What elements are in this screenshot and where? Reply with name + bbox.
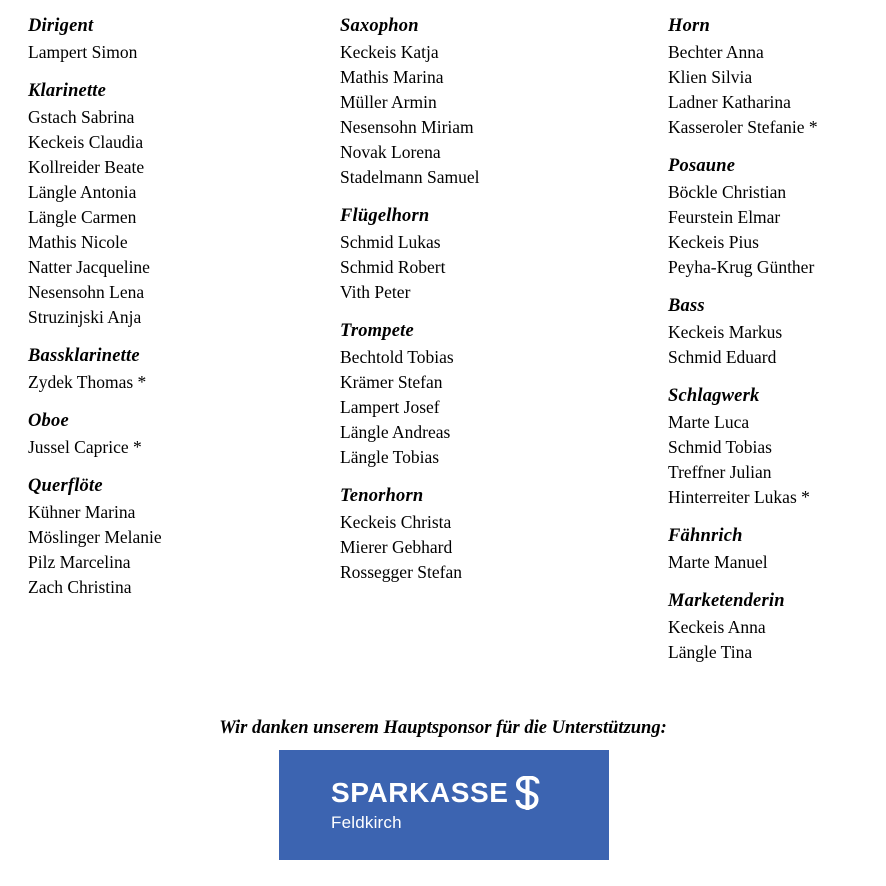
instrument-group [28,474,320,600]
instrument-group [28,344,320,395]
member-name: Mierer Gebhard [340,537,453,557]
instrument-group [668,524,886,575]
member-name: Jussel Caprice * [28,437,142,457]
sponsor-logo-row [331,776,609,810]
member-name: Gstach Sabrina [28,107,135,127]
member-name: Nesensohn Miriam [340,117,474,137]
instrument-group [340,204,668,305]
instrument-group [340,319,668,470]
instrument-group-title: Posaune [668,156,736,176]
member-name: Längle Andreas [340,422,451,442]
member-name: Längle Antonia [28,182,137,202]
member-column-3 [668,14,886,665]
member-name: Krämer Stefan [340,372,443,392]
member-name: Feurstein Elmar [668,207,781,227]
member-name: Zydek Thomas * [28,372,147,392]
instrument-group [28,14,320,65]
member-name: Müller Armin [340,92,437,112]
member-name: Natter Jacqueline [28,257,150,277]
member-name: Keckeis Katja [340,42,439,62]
member-name: Klien Silvia [668,67,753,87]
instrument-group-title: Oboe [28,411,69,431]
member-name: Schmid Lukas [340,232,441,252]
instrument-group-title: Flügelhorn [340,206,430,226]
sponsor-logo [279,750,609,860]
instrument-group-title: Saxophon [340,16,419,36]
member-name: Marte Manuel [668,552,768,572]
instrument-group-title: Bassklarinette [28,346,140,366]
member-name: Längle Tina [668,642,753,662]
instrument-group [28,409,320,460]
instrument-group-title: Querflöte [28,476,103,496]
instrument-group-title: Schlagwerk [668,386,760,406]
member-name: Stadelmann Samuel [340,167,480,187]
member-name: Vith Peter [340,282,411,302]
instrument-group-title: Dirigent [28,16,94,36]
member-name: Keckeis Claudia [28,132,144,152]
member-name: Möslinger Melanie [28,527,162,547]
member-name: Kasseroler Stefanie * [668,117,818,137]
instrument-group [668,14,886,140]
instrument-group-title: Bass [668,296,705,316]
instrument-group-title: Trompete [340,321,414,341]
instrument-group [668,294,886,370]
instrument-group-title: Fähnrich [668,526,743,546]
instrument-group-title: Marketenderin [668,591,785,611]
member-name: Schmid Robert [340,257,446,277]
instrument-group-title: Tenorhorn [340,486,424,506]
instrument-group [340,14,668,190]
member-name: Keckeis Pius [668,232,759,252]
member-name: Zach Christina [28,577,132,597]
instrument-group [668,589,886,665]
member-name: Marte Luca [668,412,750,432]
member-name: Rossegger Stefan [340,562,462,582]
member-column-1 [0,14,320,600]
member-name: Schmid Eduard [668,347,777,367]
instrument-group [340,484,668,585]
member-name: Lampert Josef [340,397,440,417]
sparkasse-s-icon [515,776,541,810]
member-column-2 [320,14,668,585]
member-name: Keckeis Christa [340,512,452,532]
member-name: Ladner Katharina [668,92,791,112]
instrument-group-title: Horn [668,16,710,36]
sponsor-name: SPARKASSE [331,777,509,808]
member-name: Keckeis Anna [668,617,766,637]
member-name: Treffner Julian [668,462,772,482]
instrument-group-title: Klarinette [28,81,107,101]
member-name: Lampert Simon [28,42,138,62]
instrument-group [28,79,320,330]
instrument-group [668,154,886,280]
instrument-group [668,384,886,510]
sponsor-location: Feldkirch [331,813,402,832]
member-name: Pilz Marcelina [28,552,131,572]
member-name: Längle Carmen [28,207,137,227]
member-name: Novak Lorena [340,142,441,162]
member-name: Längle Tobias [340,447,440,467]
member-name: Struzinjski Anja [28,307,142,327]
member-name: Peyha-Krug Günther [668,257,815,277]
member-name: Kühner Marina [28,502,136,522]
member-name: Kollreider Beate [28,157,145,177]
member-name: Hinterreiter Lukas * [668,487,810,507]
sponsor-thanks-text: Wir danken unserem Hauptsponsor für die Unterstützung: [219,718,667,738]
member-name: Böckle Christian [668,182,787,202]
member-name: Nesensohn Lena [28,282,145,302]
member-name: Mathis Marina [340,67,444,87]
member-name: Keckeis Markus [668,322,783,342]
member-name: Bechter Anna [668,42,764,62]
member-name: Mathis Nicole [28,232,128,252]
member-name: Bechtold Tobias [340,347,454,367]
member-name: Schmid Tobias [668,437,772,457]
